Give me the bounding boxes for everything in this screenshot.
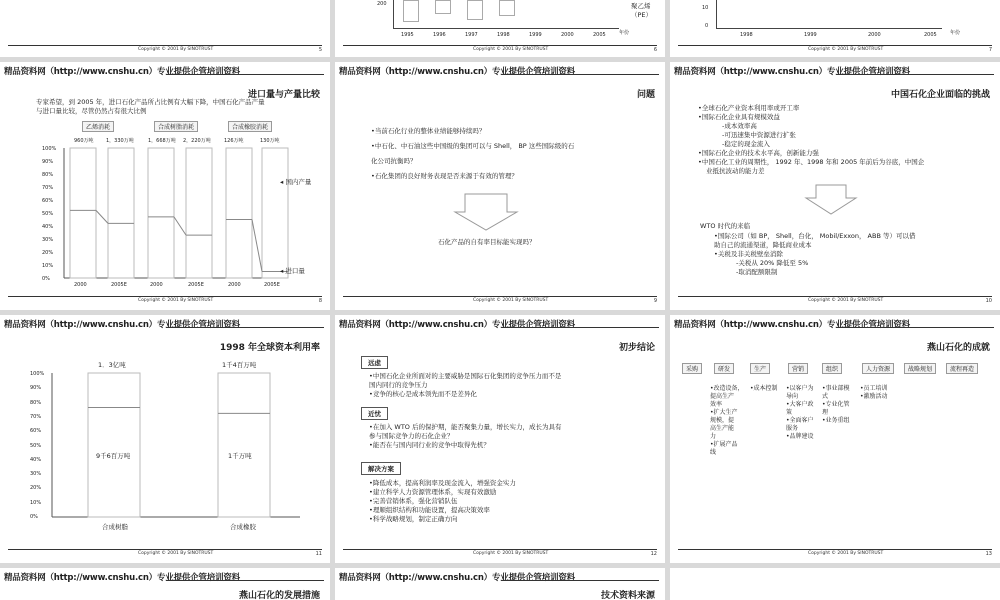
y-tick: 10	[702, 5, 709, 11]
achievement-item: 提高生产	[710, 393, 735, 400]
y-tick: 90%	[30, 385, 42, 392]
total-label: 130万吨	[260, 138, 280, 144]
y-tick: 60%	[30, 428, 42, 435]
y-axis	[716, 0, 717, 28]
bar	[403, 0, 419, 22]
x-tick: 1996	[433, 32, 446, 38]
achievement-item: •大客户政	[786, 401, 814, 408]
header-rule	[836, 327, 994, 328]
legend-label: （PE）	[631, 11, 653, 19]
achievement-item: 策	[786, 409, 793, 416]
x-axis	[716, 28, 942, 29]
x-tick: 2005E	[111, 282, 127, 288]
slide-title: 1998 年全球资本利用率	[219, 343, 320, 353]
achievement-item: •员工培训	[860, 385, 888, 392]
page-number: 12	[650, 551, 657, 557]
achievement-item: •品牌建设	[786, 433, 814, 440]
bar-capacity	[88, 373, 140, 517]
header-title: 精品资料网（http://www.cnshu.cn）专业提供企管培训资料	[674, 67, 910, 77]
total-label: 1，668万吨	[148, 138, 176, 144]
section-heading: 远虑	[361, 356, 388, 369]
bar-total	[226, 148, 252, 278]
bar-total	[262, 148, 288, 278]
function-tag: 采购	[682, 363, 702, 374]
header-rule	[501, 327, 659, 328]
wto-heading: WTO 时代的来临	[700, 222, 751, 230]
y-tick: 20%	[30, 485, 42, 492]
bullet: •建立科学人力资源管理体系，实现有效激励	[369, 488, 497, 496]
bullet: •竞争的核心是成本领先而不是差异化	[369, 390, 477, 398]
slide-title: 进口量与产量比较	[247, 90, 320, 100]
bullet: •中国石化企业所面对的主要威胁是国际石化集团的竞争压力而不是	[369, 372, 562, 380]
copyright: Copyright © 2001 By SINOTRUST	[808, 47, 884, 52]
sub-bullet: -可迅速集中资源进行扩张	[722, 131, 796, 139]
y-tick: 100%	[30, 371, 45, 377]
y-axis	[393, 0, 394, 28]
y-tick: 200	[377, 1, 387, 7]
achievement-item: 效率	[710, 401, 723, 408]
bullet: •完善营销体系，强化营销队伍	[369, 497, 458, 505]
down-arrow-icon	[335, 62, 665, 310]
section-heading: 近忧	[361, 407, 388, 420]
achievement-item: •扩大生产	[710, 409, 738, 416]
x-tick: 2005	[593, 32, 606, 38]
slide-title: 问题	[636, 90, 655, 100]
x-tick: 2005	[924, 32, 937, 38]
bar-total	[186, 148, 212, 278]
sub-bullet: -稳定的现金流入	[722, 140, 770, 148]
trend-connector	[252, 220, 262, 272]
header-title: 精品资料网（http://www.cnshu.cn）专业提供企管培训资料	[674, 320, 910, 330]
bar-total	[70, 148, 96, 278]
bullet-cont: 参与国际竞争力的石化企业？	[369, 432, 454, 440]
copyright: Copyright © 2001 By SINOTRUST	[473, 298, 549, 303]
y-tick: 40%	[42, 224, 54, 230]
achievement-item: •事业部模	[822, 385, 850, 392]
y-tick: 30%	[42, 237, 54, 243]
header-title: 精品资料网（http://www.cnshu.cn）专业提供企管培训资料	[4, 67, 240, 77]
total-label: 2，220万吨	[183, 138, 211, 144]
page-number: 7	[988, 47, 992, 53]
slide-10	[670, 62, 1000, 310]
legend-import: ◂ 进口量	[280, 267, 305, 275]
y-tick: 80%	[42, 172, 54, 178]
copyright: Copyright © 2001 By SINOTRUST	[808, 551, 884, 556]
header-title: 精品资料网（http://www.cnshu.cn）专业提供企管培训资料	[4, 320, 240, 330]
bullet: •理顺组织结构和功能设置，提高决策效率	[369, 506, 490, 514]
header-rule	[166, 580, 324, 581]
y-tick: 10%	[42, 263, 54, 269]
x-tick: 1997	[465, 32, 478, 38]
x-tick: 1998	[497, 32, 510, 38]
inner-label: 1千万吨	[228, 452, 252, 460]
x-tick: 2000	[228, 282, 241, 288]
y-tick: 50%	[42, 211, 54, 217]
total-label: 1．3亿吨	[98, 361, 126, 369]
copyright: Copyright © 2001 By SINOTRUST	[808, 298, 884, 303]
bar-capacity	[218, 373, 270, 517]
trend-connector	[174, 217, 186, 235]
x-tick: 2000	[74, 282, 87, 288]
achievement-item: •业务重组	[822, 417, 850, 424]
slide-16	[670, 568, 1000, 600]
slide-15	[335, 568, 665, 600]
question: •石化集团的良好财务表现是否来源于有效的管理？	[371, 172, 518, 180]
y-tick: 70%	[42, 185, 54, 191]
question: 化公司抗衡吗？	[371, 157, 417, 165]
bullet: •关税及非关税壁垒消除	[714, 250, 783, 258]
page-number: 9	[653, 298, 657, 304]
achievement-item: •激励活动	[860, 393, 888, 400]
page-number: 8	[318, 298, 322, 304]
group-label: 合成橡胶消耗	[228, 121, 272, 132]
y-tick: 100%	[42, 146, 57, 152]
slide-12	[335, 315, 665, 563]
function-tag: 流程再造	[946, 363, 978, 374]
header-title: 精品资料网（http://www.cnshu.cn）专业提供企管培训资料	[339, 320, 575, 330]
copyright: Copyright © 2001 By SINOTRUST	[473, 47, 549, 52]
sub-bullet: -成本效率高	[722, 122, 757, 130]
legend-label: 聚乙烯	[631, 2, 651, 10]
header-title: 精品资料网（http://www.cnshu.cn）专业提供企管培训资料	[339, 67, 575, 77]
bullet: •国际公司（如 BP， Shell，台化， Mobil/Exxon， ABB 等）可以借	[714, 232, 916, 240]
y-tick: 90%	[42, 159, 54, 165]
bullet: •国际石化企业具有规模效益	[698, 113, 780, 121]
bullet: •科学战略规划，制定正确方向	[369, 515, 458, 523]
slide-title: 技术资料来源	[600, 591, 655, 600]
x-axis	[393, 28, 619, 29]
x-tick: 2000	[150, 282, 163, 288]
achievement-item: 规模，提	[710, 417, 735, 424]
slide-14	[0, 568, 330, 600]
achievement-item: 线	[710, 449, 717, 456]
x-tick: 2000	[868, 32, 881, 38]
function-tag: 组织	[822, 363, 842, 374]
footer-rule	[8, 45, 322, 46]
bar-total	[148, 148, 174, 278]
question: •中石化、中石油这些中国级的集团可以与 Shell， BP 这些国际级的石	[371, 142, 575, 150]
x-axis-label: 年份	[950, 30, 961, 36]
y-tick: 80%	[30, 399, 42, 406]
inner-label: 9千6百万吨	[96, 452, 131, 460]
bullet-cont: 国内同行的竞争压力	[369, 381, 428, 389]
x-tick: 合成树脂	[102, 523, 128, 531]
slide-title: 燕山石化的发展措施	[238, 591, 320, 600]
bullet-cont: 助自己的流通渠道，降低商业成本	[714, 241, 812, 249]
capacity-utilization-chart	[0, 315, 330, 563]
bullet: •国际石化企业的技术水平高，创新能力强	[698, 149, 819, 157]
bullet-cont: 业抵抗波动的能力差	[706, 167, 765, 175]
x-tick: 2000	[561, 32, 574, 38]
slide-title: 初步结论	[618, 343, 655, 353]
group-label: 合成树脂消耗	[154, 121, 198, 132]
bullet: •中国石化工业的周期性， 1992 年、1998 年和 2005 年前后为谷底，中国企	[698, 158, 925, 166]
copyright: Copyright © 2001 By SINOTRUST	[473, 551, 549, 556]
footer-rule	[8, 296, 322, 297]
function-tag: 生产	[750, 363, 770, 374]
function-tag: 战略规划	[904, 363, 936, 374]
achievement-item: •成本控制	[750, 385, 778, 392]
total-label: 1千4百万吨	[222, 361, 257, 369]
page-number: 5	[318, 47, 322, 53]
slide-9	[335, 62, 665, 310]
x-tick: 2005E	[264, 282, 280, 288]
achievement-item: 高生产能	[710, 425, 735, 432]
x-tick: 1999	[804, 32, 817, 38]
header-title: 精品资料网（http://www.cnshu.cn）专业提供企管培训资料	[4, 573, 240, 583]
page-number: 6	[653, 47, 657, 53]
y-tick: 20%	[42, 250, 54, 256]
total-label: 1，330万吨	[106, 138, 134, 144]
conclusion: 石化产品的自有率目标能实现吗？	[438, 238, 536, 246]
x-tick: 1999	[529, 32, 542, 38]
slide-title: 中国石化企业面临的挑战	[890, 90, 990, 100]
bar	[499, 0, 515, 16]
function-tag: 营销	[788, 363, 808, 374]
x-tick: 1998	[740, 32, 753, 38]
bullet: •能否在与国内同行业的竞争中取得先机？	[369, 441, 490, 449]
y-tick: 40%	[30, 456, 42, 463]
footer-rule	[678, 549, 992, 550]
section-heading: 解决方案	[361, 462, 401, 475]
copyright: Copyright © 2001 By SINOTRUST	[138, 298, 214, 303]
intro-text: 专家希望，到 2005 年，进口石化产品所占比例有大幅下降，中国石化产品产量	[36, 98, 265, 106]
footer-rule	[678, 296, 992, 297]
y-tick: 70%	[30, 413, 42, 420]
slide-6	[335, 0, 665, 57]
page-number: 10	[985, 298, 992, 304]
bullet: •降低成本，提高利润率及现金流入，增强资金实力	[369, 479, 516, 487]
sub-bullet: -关税从 20% 降低至 5%	[736, 259, 809, 267]
x-tick: 合成橡胶	[230, 523, 256, 531]
legend-import-label: 进口量	[285, 267, 305, 275]
footer-rule	[343, 549, 657, 550]
bar	[467, 0, 483, 20]
function-tag: 研发	[714, 363, 734, 374]
copyright: Copyright © 2001 By SINOTRUST	[138, 47, 214, 52]
legend-domestic: ◂ 国内产量	[280, 178, 312, 186]
slide-8	[0, 62, 330, 310]
group-label: 乙烯消耗	[82, 121, 114, 132]
question: •当前石化行业的整体业绩能够持续吗？	[371, 127, 486, 135]
function-tag: 人力资源	[862, 363, 894, 374]
footer-rule	[8, 549, 322, 550]
copyright: Copyright © 2001 By SINOTRUST	[138, 551, 214, 556]
achievement-item: 导向	[786, 393, 799, 400]
total-label: 960万吨	[74, 138, 94, 144]
achievement-item: •全面客户	[786, 417, 814, 424]
y-tick: 0%	[42, 276, 50, 282]
achievement-item: 理	[822, 409, 829, 416]
slide-7	[670, 0, 1000, 57]
y-tick: 50%	[30, 442, 42, 449]
header-rule	[501, 580, 659, 581]
footer-rule	[343, 296, 657, 297]
achievement-item: 力	[710, 433, 717, 440]
achievement-item: •扩展产品	[710, 441, 738, 448]
slide-title: 燕山石化的成就	[926, 343, 990, 353]
bar-total	[108, 148, 134, 278]
y-tick: 0	[705, 23, 709, 29]
slide-11	[0, 315, 330, 563]
trend-connector	[96, 210, 108, 223]
x-tick: 1995	[401, 32, 414, 38]
page-number: 11	[315, 551, 322, 557]
down-arrow-icon	[670, 62, 1000, 310]
total-label: 126万吨	[224, 138, 244, 144]
x-axis-label: 年份	[619, 30, 630, 36]
bar	[435, 0, 451, 14]
achievement-item: 式	[822, 393, 829, 400]
y-tick: 30%	[30, 471, 42, 478]
y-tick: 10%	[30, 499, 42, 506]
achievement-item: 服务	[786, 425, 799, 432]
x-tick: 2005E	[188, 282, 204, 288]
legend-domestic-label: 国内产量	[285, 178, 312, 186]
footer-rule	[678, 45, 992, 46]
y-tick: 0%	[30, 514, 38, 520]
footer-rule	[343, 45, 657, 46]
achievement-item: •改造设备，	[710, 385, 744, 392]
bullet: •全球石化产业资本利用率或开工率	[698, 104, 800, 112]
achievement-item: •以客户为	[786, 385, 814, 392]
header-title: 精品资料网（http://www.cnshu.cn）专业提供企管培训资料	[339, 573, 575, 583]
sub-bullet: -取消配额限制	[736, 268, 778, 276]
slide-5	[0, 0, 330, 57]
bullet: •在加入 WTO 后的保护期，能否聚集力量，增长实力，成长为具有	[369, 423, 562, 431]
y-tick: 60%	[42, 198, 54, 204]
slide-13	[670, 315, 1000, 563]
intro-text: 与进口量比较，尽管仍然占有很大比例	[36, 107, 147, 115]
page-number: 13	[985, 551, 992, 557]
achievement-item: •专业化管	[822, 401, 850, 408]
